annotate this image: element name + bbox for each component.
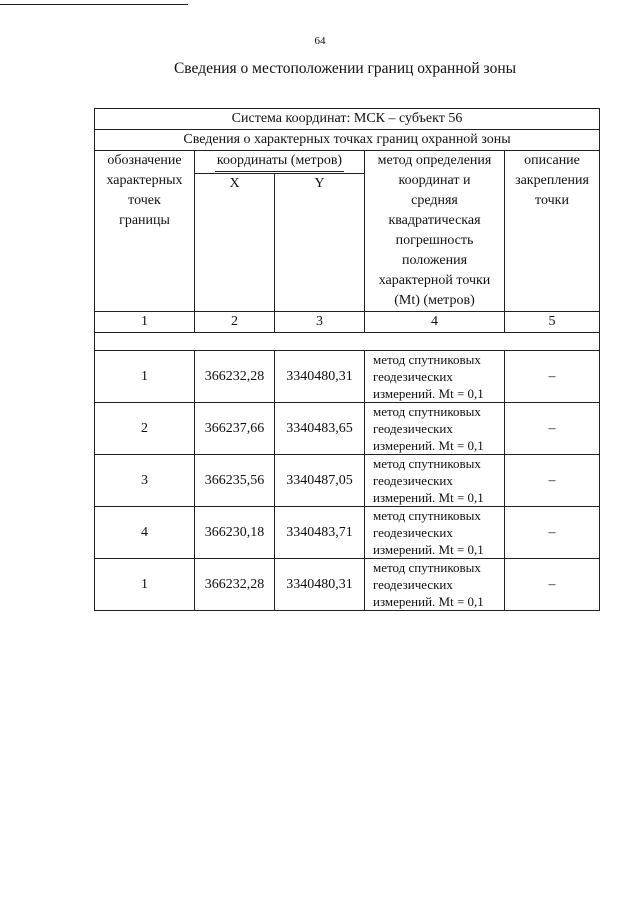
header-method [365,151,505,312]
point-cell: 4 [95,507,195,559]
table-subtitle: Сведения о характерных точках границ охранной зоны [95,130,600,151]
table-row [95,403,600,455]
y-cell: 3340480,31 [275,351,365,403]
column-numbers-row [95,312,600,333]
x-cell: 366232,28 [195,351,275,403]
description-cell: – [505,351,600,403]
y-cell: 3340483,71 [275,507,365,559]
method-line: геодезических [373,577,453,592]
method-line: измерений. Mt = 0,1 [373,542,484,557]
x-cell: 366232,28 [195,559,275,611]
coordinate-system-row [95,109,600,130]
x-cell: 366237,66 [195,403,275,455]
column-number: 3 [275,312,365,333]
method-line: метод спутниковых [373,456,481,471]
description-cell: – [505,455,600,507]
column-number: 2 [195,312,275,333]
method-cell [365,455,505,507]
header-point-designation [95,151,195,312]
method-cell [365,559,505,611]
header-description [505,151,600,312]
table-subtitle-row [95,130,600,151]
method-line: измерений. Mt = 0,1 [373,594,484,609]
document-title: Сведения о местоположении границ охранной зоны [173,60,517,77]
header-rule [0,4,188,5]
description-cell: – [505,559,600,611]
table-row [95,455,600,507]
empty-cell [95,333,600,351]
spacer-row [95,333,600,351]
header-text-line: обозначение [107,153,182,168]
description-cell: – [505,403,600,455]
method-line: метод спутниковых [373,352,481,367]
header-text-line: точки [535,193,569,208]
method-line: геодезических [373,421,453,436]
header-row-1 [95,151,600,174]
header-text-line: погрешность [395,233,474,248]
header-x: X [195,174,275,312]
header-text-line: описание [524,153,580,168]
method-line: измерений. Mt = 0,1 [373,438,484,453]
coordinate-system: Система координат: МСК – субъект 56 [95,109,600,130]
point-cell: 3 [95,455,195,507]
header-coordinates-label: координаты (метров) [215,151,344,172]
method-cell [365,507,505,559]
page-number: 64 [314,35,326,47]
column-number: 4 [365,312,505,333]
header-text-line: квадратическая [388,213,481,228]
point-cell: 1 [95,351,195,403]
header-text-line: точек [128,193,161,208]
point-cell: 1 [95,559,195,611]
method-line: метод спутниковых [373,404,481,419]
header-text-line: положения [401,253,468,268]
method-line: измерений. Mt = 0,1 [373,490,484,505]
x-cell: 366235,56 [195,455,275,507]
header-text-line: закрепления [515,173,589,188]
description-cell: – [505,507,600,559]
column-number: 1 [95,312,195,333]
boundary-points-table [94,108,600,611]
method-line: метод спутниковых [373,560,481,575]
method-line: измерений. Mt = 0,1 [373,386,484,401]
y-cell: 3340480,31 [275,559,365,611]
column-number: 5 [505,312,600,333]
header-text-line: (Mt) (метров) [394,293,475,308]
table-row [95,351,600,403]
method-cell [365,403,505,455]
method-line: геодезических [373,369,453,384]
y-cell: 3340483,65 [275,403,365,455]
header-text-line: характерной точки [378,273,491,288]
header-text-line: границы [119,213,170,228]
method-line: геодезических [373,473,453,488]
table-row [95,559,600,611]
x-cell: 366230,18 [195,507,275,559]
header-text-line: характерных [106,173,183,188]
method-cell [365,351,505,403]
method-line: геодезических [373,525,453,540]
method-line: метод спутниковых [373,508,481,523]
table-row [95,507,600,559]
y-cell: 3340487,05 [275,455,365,507]
header-coordinates [195,151,365,174]
header-text-line: координат и [398,173,471,188]
point-cell: 2 [95,403,195,455]
header-text-line: средняя [411,193,458,208]
header-text-line: метод определения [377,153,492,168]
header-y: Y [275,174,365,312]
